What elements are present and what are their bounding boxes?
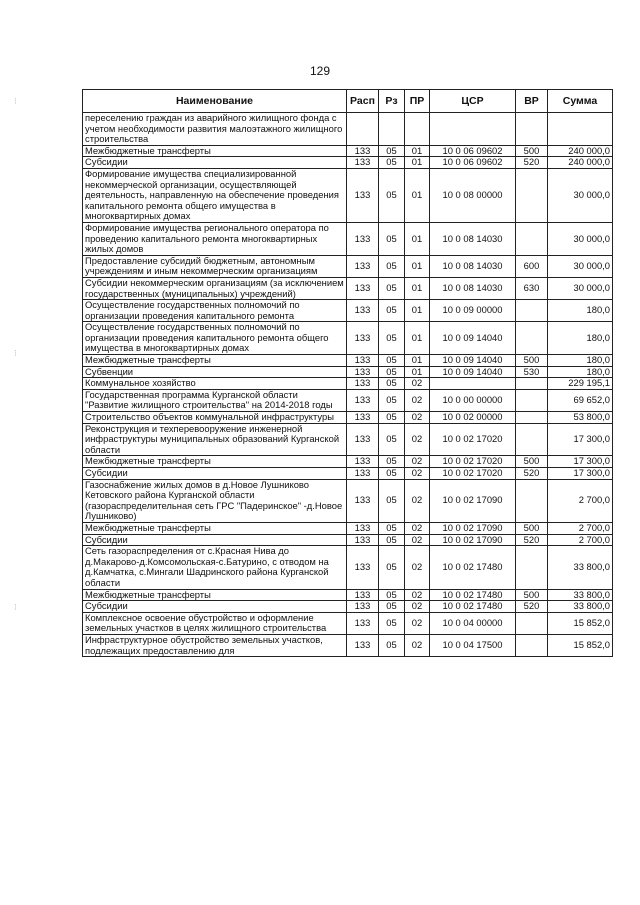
cell-sum: 229 195,1	[548, 378, 613, 390]
cell-rz: 05	[379, 522, 405, 534]
cell-sum: 2 700,0	[548, 479, 613, 522]
column-header-rasp: Расп	[347, 90, 379, 113]
cell-rasp: 133	[347, 634, 379, 656]
cell-pr: 02	[405, 546, 430, 589]
cell-name: Реконструкция и техперевооружение инженерной инфраструктуры муниципальных образований Курганской области	[83, 423, 347, 456]
cell-sum: 30 000,0	[548, 277, 613, 299]
cell-name: Сеть газораспределения от с.Красная Нива до д.Макарово-д.Комсомольская-с.Батурино, с отводом на д.Камчатка, с.Мингали Шадринского района Курганской области	[83, 546, 347, 589]
cell-pr: 01	[405, 355, 430, 367]
cell-rz: 05	[379, 277, 405, 299]
cell-rasp: 133	[347, 546, 379, 589]
cell-rz: 05	[379, 534, 405, 546]
cell-name: Межбюджетные трансферты	[83, 355, 347, 367]
cell-vr	[516, 113, 548, 146]
cell-sum: 30 000,0	[548, 168, 613, 222]
cell-rz: 05	[379, 300, 405, 322]
cell-vr: 500	[516, 522, 548, 534]
cell-rz: 05	[379, 479, 405, 522]
table-row	[83, 634, 613, 656]
cell-csr: 10 0 02 17480	[430, 589, 516, 601]
cell-rz: 05	[379, 612, 405, 634]
cell-rz: 05	[379, 355, 405, 367]
cell-name: Субвенции	[83, 366, 347, 378]
cell-name: Субсидии	[83, 157, 347, 169]
cell-rasp: 133	[347, 222, 379, 255]
cell-vr: 600	[516, 255, 548, 277]
table-row	[83, 277, 613, 299]
cell-pr: 02	[405, 634, 430, 656]
cell-name: Субсидии некоммерческим организациям (за исключением государственных (муниципальных) учреждений)	[83, 277, 347, 299]
cell-rasp: 133	[347, 322, 379, 355]
cell-rasp: 133	[347, 145, 379, 157]
cell-pr: 01	[405, 255, 430, 277]
table-row	[83, 389, 613, 411]
cell-name: Межбюджетные трансферты	[83, 522, 347, 534]
page-number: 129	[309, 64, 331, 78]
table-row	[83, 255, 613, 277]
table-row	[83, 612, 613, 634]
cell-pr	[405, 113, 430, 146]
cell-sum: 17 300,0	[548, 468, 613, 480]
cell-rasp: 133	[347, 378, 379, 390]
cell-csr: 10 0 04 00000	[430, 612, 516, 634]
cell-pr: 01	[405, 222, 430, 255]
cell-pr: 02	[405, 534, 430, 546]
cell-rasp: 133	[347, 423, 379, 456]
cell-pr: 01	[405, 277, 430, 299]
cell-rz: 05	[379, 412, 405, 424]
cell-vr	[516, 322, 548, 355]
cell-name: Субсидии	[83, 468, 347, 480]
table-row	[83, 589, 613, 601]
cell-name: Инфраструктурное обустройство земельных участков, подлежащих предоставлению для	[83, 634, 347, 656]
cell-rz: 05	[379, 546, 405, 589]
cell-csr: 10 0 02 17480	[430, 546, 516, 589]
table-row	[83, 355, 613, 367]
cell-name: Осуществление государственных полномочий по организации проведения капитального ремонта	[83, 300, 347, 322]
column-header-name: Наименование	[83, 90, 347, 113]
cell-pr: 02	[405, 589, 430, 601]
cell-sum: 30 000,0	[548, 222, 613, 255]
cell-pr: 01	[405, 157, 430, 169]
cell-sum: 17 300,0	[548, 456, 613, 468]
cell-pr: 02	[405, 612, 430, 634]
cell-csr: 10 0 08 00000	[430, 168, 516, 222]
cell-rz: 05	[379, 468, 405, 480]
cell-pr: 01	[405, 145, 430, 157]
cell-pr: 02	[405, 423, 430, 456]
cell-csr	[430, 378, 516, 390]
cell-name: Межбюджетные трансферты	[83, 145, 347, 157]
cell-csr: 10 0 02 17020	[430, 456, 516, 468]
cell-vr	[516, 168, 548, 222]
table-row	[83, 378, 613, 390]
table-row	[83, 468, 613, 480]
cell-rasp: 133	[347, 157, 379, 169]
cell-rasp: 133	[347, 468, 379, 480]
column-header-sum: Сумма	[548, 90, 613, 113]
cell-pr: 02	[405, 456, 430, 468]
cell-pr: 02	[405, 389, 430, 411]
table-row	[83, 145, 613, 157]
column-header-rz: Рз	[379, 90, 405, 113]
cell-name: Газоснабжение жилых домов в д.Новое Лушниково Кетовского района Курганской области (газораспределительная сеть ГРС "Падеринское" -д.Новое Лушниково)	[83, 479, 347, 522]
cell-vr: 500	[516, 589, 548, 601]
cell-rz: 05	[379, 157, 405, 169]
cell-rz	[379, 113, 405, 146]
cell-vr: 520	[516, 468, 548, 480]
cell-rasp: 133	[347, 389, 379, 411]
cell-rz: 05	[379, 589, 405, 601]
cell-rasp: 133	[347, 456, 379, 468]
cell-vr	[516, 378, 548, 390]
cell-name: Субсидии	[83, 601, 347, 613]
table-row	[83, 222, 613, 255]
cell-csr: 10 0 08 14030	[430, 277, 516, 299]
cell-pr: 02	[405, 468, 430, 480]
cell-vr: 500	[516, 355, 548, 367]
table-row	[83, 479, 613, 522]
cell-name: переселению граждан из аварийного жилищного фонда с учетом необходимости развития малоэтажного жилищного строительства	[83, 113, 347, 146]
cell-rz: 05	[379, 378, 405, 390]
cell-name: Формирование имущества регионального оператора по проведению капитального ремонта многоквартирных жилых домов	[83, 222, 347, 255]
cell-pr: 01	[405, 322, 430, 355]
cell-vr	[516, 389, 548, 411]
column-header-pr: ПР	[405, 90, 430, 113]
cell-vr: 520	[516, 534, 548, 546]
cell-vr: 520	[516, 601, 548, 613]
cell-rasp: 133	[347, 168, 379, 222]
cell-csr: 10 0 09 00000	[430, 300, 516, 322]
cell-sum: 180,0	[548, 300, 613, 322]
cell-sum: 180,0	[548, 322, 613, 355]
cell-vr: 500	[516, 456, 548, 468]
table-row	[83, 534, 613, 546]
cell-csr: 10 0 02 17090	[430, 522, 516, 534]
table-row	[83, 423, 613, 456]
cell-rasp: 133	[347, 277, 379, 299]
cell-sum: 2 700,0	[548, 522, 613, 534]
cell-csr: 10 0 02 00000	[430, 412, 516, 424]
cell-pr: 02	[405, 479, 430, 522]
table-header-row	[83, 90, 613, 113]
cell-rz: 05	[379, 255, 405, 277]
cell-vr	[516, 222, 548, 255]
cell-csr: 10 0 06 09602	[430, 157, 516, 169]
cell-csr: 10 0 09 14040	[430, 322, 516, 355]
cell-pr: 01	[405, 366, 430, 378]
cell-rz: 05	[379, 168, 405, 222]
cell-sum	[548, 113, 613, 146]
cell-name: Государственная программа Курганской области "Развитие жилищного строительства" на 2014-2018 годы	[83, 389, 347, 411]
cell-csr: 10 0 02 17020	[430, 423, 516, 456]
cell-rasp: 133	[347, 255, 379, 277]
cell-name: Комплексное освоение обустройство и оформление земельных участков в целях жилищного строительства	[83, 612, 347, 634]
cell-rz: 05	[379, 222, 405, 255]
cell-rasp: 133	[347, 589, 379, 601]
cell-sum: 69 652,0	[548, 389, 613, 411]
cell-vr: 520	[516, 157, 548, 169]
cell-csr: 10 0 08 14030	[430, 222, 516, 255]
table-row	[83, 412, 613, 424]
cell-name: Строительство объектов коммунальной инфраструктуры	[83, 412, 347, 424]
cell-name: Предоставление субсидий бюджетным, автономным учреждениям и иным некоммерческим организациям	[83, 255, 347, 277]
cell-pr: 01	[405, 168, 430, 222]
cell-rasp: 133	[347, 366, 379, 378]
cell-vr: 500	[516, 145, 548, 157]
cell-vr	[516, 412, 548, 424]
margin-mark: ⁝	[14, 96, 17, 106]
cell-vr	[516, 634, 548, 656]
margin-mark: ⁝	[14, 348, 17, 358]
cell-rz: 05	[379, 389, 405, 411]
cell-rasp: 133	[347, 479, 379, 522]
table-row	[83, 522, 613, 534]
cell-pr: 01	[405, 300, 430, 322]
cell-name: Осуществление государственных полномочий по организации проведения капитального ремонта общего имущества в многоквартирных домах	[83, 322, 347, 355]
cell-name: Коммунальное хозяйство	[83, 378, 347, 390]
cell-name: Межбюджетные трансферты	[83, 456, 347, 468]
cell-rasp: 133	[347, 601, 379, 613]
cell-csr: 10 0 02 17480	[430, 601, 516, 613]
cell-csr: 10 0 08 14030	[430, 255, 516, 277]
cell-pr: 02	[405, 522, 430, 534]
budget-table	[82, 89, 613, 657]
cell-csr: 10 0 02 17090	[430, 479, 516, 522]
cell-rz: 05	[379, 322, 405, 355]
cell-sum: 180,0	[548, 366, 613, 378]
cell-name: Формирование имущества специализированной некоммерческой организации, осуществляющей деятельность, направленную на обеспечение проведения капитального ремонта общего имущества в многоквартирных домах	[83, 168, 347, 222]
cell-csr: 10 0 00 00000	[430, 389, 516, 411]
cell-sum: 240 000,0	[548, 157, 613, 169]
cell-rasp: 133	[347, 522, 379, 534]
cell-vr	[516, 546, 548, 589]
cell-sum: 33 800,0	[548, 546, 613, 589]
cell-pr: 02	[405, 412, 430, 424]
cell-sum: 15 852,0	[548, 612, 613, 634]
cell-sum: 33 800,0	[548, 601, 613, 613]
cell-rasp	[347, 113, 379, 146]
table-row	[83, 601, 613, 613]
cell-pr: 02	[405, 378, 430, 390]
margin-mark: ⁝	[14, 602, 17, 612]
cell-rz: 05	[379, 423, 405, 456]
cell-rasp: 133	[347, 412, 379, 424]
cell-sum: 15 852,0	[548, 634, 613, 656]
cell-csr: 10 0 09 14040	[430, 355, 516, 367]
cell-csr: 10 0 09 14040	[430, 366, 516, 378]
cell-rz: 05	[379, 634, 405, 656]
cell-sum: 180,0	[548, 355, 613, 367]
cell-pr: 02	[405, 601, 430, 613]
table-row	[83, 168, 613, 222]
cell-rz: 05	[379, 601, 405, 613]
cell-rz: 05	[379, 456, 405, 468]
cell-rasp: 133	[347, 534, 379, 546]
cell-csr: 10 0 02 17090	[430, 534, 516, 546]
cell-name: Межбюджетные трансферты	[83, 589, 347, 601]
cell-csr: 10 0 06 09602	[430, 145, 516, 157]
cell-csr: 10 0 02 17020	[430, 468, 516, 480]
table-row	[83, 300, 613, 322]
column-header-csr: ЦСР	[430, 90, 516, 113]
cell-sum: 17 300,0	[548, 423, 613, 456]
table-row	[83, 157, 613, 169]
table-row	[83, 366, 613, 378]
column-header-vr: ВР	[516, 90, 548, 113]
cell-csr: 10 0 04 17500	[430, 634, 516, 656]
cell-vr	[516, 300, 548, 322]
cell-sum: 33 800,0	[548, 589, 613, 601]
cell-vr: 530	[516, 366, 548, 378]
cell-csr	[430, 113, 516, 146]
cell-vr	[516, 612, 548, 634]
table-row	[83, 456, 613, 468]
cell-rasp: 133	[347, 300, 379, 322]
table-row	[83, 113, 613, 146]
cell-sum: 240 000,0	[548, 145, 613, 157]
cell-sum: 53 800,0	[548, 412, 613, 424]
cell-vr: 630	[516, 277, 548, 299]
table-row	[83, 546, 613, 589]
cell-vr	[516, 423, 548, 456]
cell-rasp: 133	[347, 355, 379, 367]
cell-sum: 2 700,0	[548, 534, 613, 546]
cell-sum: 30 000,0	[548, 255, 613, 277]
cell-vr	[516, 479, 548, 522]
table-row	[83, 322, 613, 355]
cell-name: Субсидии	[83, 534, 347, 546]
cell-rz: 05	[379, 366, 405, 378]
cell-rasp: 133	[347, 612, 379, 634]
cell-rz: 05	[379, 145, 405, 157]
